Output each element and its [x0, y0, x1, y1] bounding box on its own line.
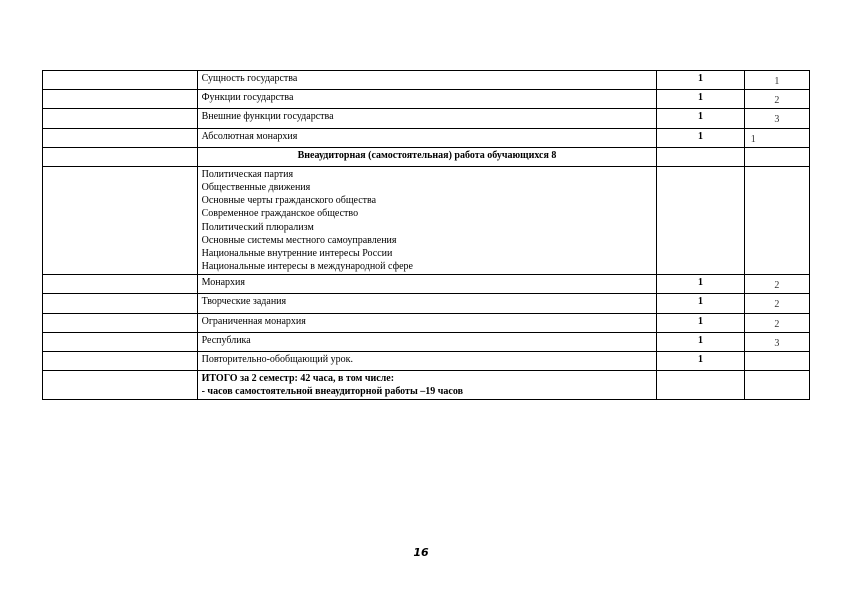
level-value: 3 [774, 337, 780, 349]
hours-cell: 1 [657, 294, 744, 313]
level-cell [744, 109, 809, 128]
level-cell [744, 147, 809, 166]
section-cell [43, 147, 198, 166]
curriculum-table [42, 70, 810, 400]
level-cell [744, 294, 809, 313]
list-item: Политическая партия [201, 168, 294, 180]
table-row [43, 332, 810, 351]
section-cell [43, 109, 198, 128]
total-summary: ИТОГО за 2 семестр: 42 часа, в том числе: [201, 373, 395, 384]
hours-cell: 1 [657, 128, 744, 147]
table-row [43, 294, 810, 313]
level-cell [744, 332, 809, 351]
section-cell [43, 294, 198, 313]
hours-cell: 1 [657, 90, 744, 109]
level-cell [744, 166, 809, 275]
independent-work-header: Внеаудиторная (самостоятельная) работа обучающихся 8 [197, 147, 657, 166]
table-row [43, 275, 810, 294]
total-independent-hours: - часов самостоятельной внеаудиторной работы –19 часов [201, 386, 463, 398]
page-number: 16 [413, 546, 429, 559]
topic-cell: Сущность государства [197, 71, 657, 90]
level-value: 3 [774, 114, 780, 126]
level-value: 1 [774, 76, 780, 87]
independent-work-header-row [43, 147, 810, 166]
hours-cell: 1 [657, 313, 744, 332]
section-cell [43, 332, 198, 351]
section-cell [43, 90, 198, 109]
section-cell [43, 352, 198, 371]
topic-cell: Функции государства [197, 90, 657, 109]
table-row [43, 90, 810, 109]
table-row [43, 71, 810, 90]
total-cell [197, 371, 657, 400]
list-item: Основные системы местного самоуправления [201, 234, 397, 246]
level-value: 2 [774, 318, 780, 330]
hours-cell [657, 147, 744, 166]
list-item: Политический плюрализм [201, 221, 314, 233]
topic-cell: Повторительно-обобщающий урок. [197, 352, 657, 371]
level-cell [744, 313, 809, 332]
table-row [43, 128, 810, 147]
section-cell [43, 71, 198, 90]
hours-cell: 1 [657, 71, 744, 90]
list-item: Национальные внутренние интересы России [201, 247, 393, 259]
level-cell [744, 275, 809, 294]
hours-cell: 1 [657, 352, 744, 371]
level-value: 2 [774, 95, 780, 107]
topic-cell: Творческие задания [197, 294, 657, 313]
independent-work-topics-row [43, 166, 810, 275]
list-item: Общественные движения [201, 181, 311, 193]
level-cell [744, 128, 809, 147]
level-value: 1 [750, 133, 756, 145]
table-row [43, 109, 810, 128]
topic-cell: Монархия [197, 275, 657, 294]
table-row [43, 352, 810, 371]
level-cell [744, 90, 809, 109]
section-cell [43, 275, 198, 294]
level-value: 2 [774, 280, 780, 292]
level-cell [744, 352, 809, 371]
topic-cell: Ограниченная монархия [197, 313, 657, 332]
hours-cell: 1 [657, 275, 744, 294]
level-value: 2 [774, 299, 780, 311]
hours-cell: 1 [657, 109, 744, 128]
table-row [43, 313, 810, 332]
hours-cell: 1 [657, 332, 744, 351]
topic-cell: Абсолютная монархия [197, 128, 657, 147]
topic-cell: Республика [197, 332, 657, 351]
list-item: Современное гражданское общество [201, 208, 359, 220]
hours-cell [657, 371, 744, 400]
level-cell [744, 71, 809, 90]
section-cell [43, 371, 198, 400]
list-item: Основные черты гражданского общества [201, 195, 377, 207]
section-cell [43, 166, 198, 275]
independent-work-topics [197, 166, 657, 275]
section-cell [43, 128, 198, 147]
level-cell [744, 371, 809, 400]
topic-cell: Внешние функции государства [197, 109, 657, 128]
section-cell [43, 313, 198, 332]
total-row [43, 371, 810, 400]
list-item: Национальные интересы в международной сфере [201, 261, 413, 273]
hours-cell [657, 166, 744, 275]
